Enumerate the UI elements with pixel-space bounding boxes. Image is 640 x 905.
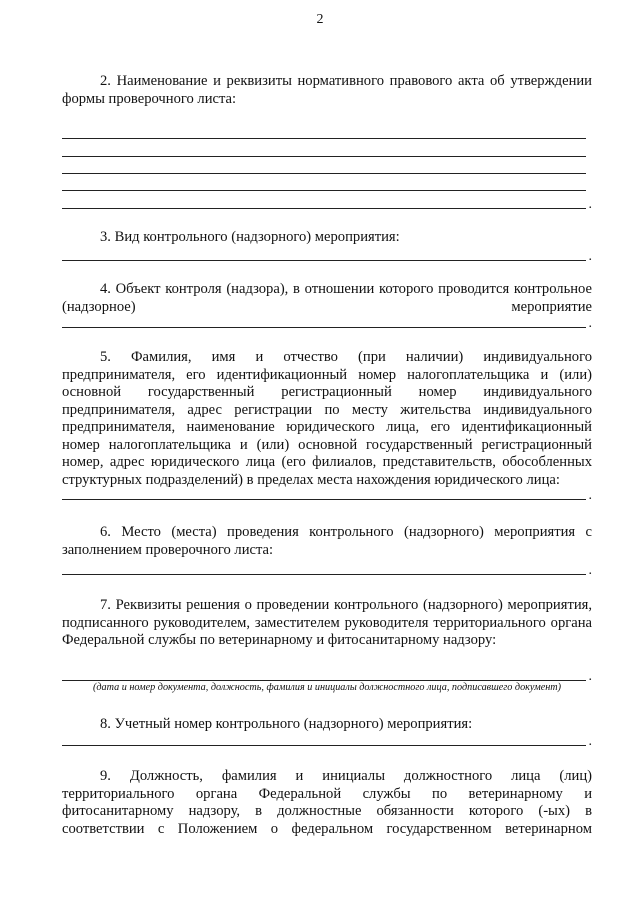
section-6-text: 6. Место (места) проведения контрольного (надзорного) мероприятия с заполнением проверочного листа: (62, 524, 592, 558)
line-end-mark: . (588, 488, 592, 503)
fill-line (62, 488, 592, 503)
fill-line (62, 138, 586, 139)
section-4-text: 4. Объект контроля (надзора), в отношении которого проводится контрольное (надзорное) мероприятие (62, 281, 592, 315)
line-end-mark: . (588, 316, 592, 331)
fill-line (62, 173, 586, 174)
line-end-mark: . (588, 734, 592, 749)
fill-line (62, 156, 586, 157)
fill-line (62, 563, 592, 578)
fill-line (62, 190, 586, 191)
line-end-mark: . (588, 249, 592, 264)
line-end-mark: . (588, 669, 592, 684)
section-8-text: 8. Учетный номер контрольного (надзорного) мероприятия: (100, 716, 473, 732)
fill-line (62, 734, 592, 749)
fill-line (62, 669, 592, 684)
section-5-text: 5. Фамилия, имя и отчество (при наличии) индивидуального предпринимателя, его идентификационный номер налогоплательщика и (или) основной государственный регистрационный номер индивидуального предпринимателя, адрес регистрации по месту жительства индивидуального предпринимателя, наименование юридического лица, его идентификационный номер налогоплательщика и (или) основной государственный регистрационный номер, адрес юридического лица (его филиалов, представительств, обособленных структурных подразделений) в пределах места нахождения юридического лица: (62, 349, 592, 488)
fill-line (62, 316, 592, 331)
fill-line (62, 197, 592, 212)
section-3-text: 3. Вид контрольного (надзорного) мероприятия: (100, 229, 400, 245)
page-number: 2 (316, 12, 324, 27)
fill-line (62, 249, 592, 264)
signer-caption: (дата и номер документа, должность, фамилия и инициалы должностного лица, подписавшего документ) (92, 682, 562, 693)
line-end-mark: . (588, 563, 592, 578)
line-end-mark: . (588, 197, 592, 212)
section-7-text: 7. Реквизиты решения о проведении контрольного (надзорного) мероприятия, подписанного руководителем, заместителем руководителя территориального органа Федеральной службы по ветеринарному и фитосанитарному надзору: (62, 597, 592, 648)
section-9-text: 9. Должность, фамилия и инициалы должностного лица (лиц) территориального органа Федеральной службы по ветеринарному и фитосанитарному надзору, в должностные обязанности которого (-ых) в соответствии с Положением о федеральном государственном ветеринарном (62, 768, 592, 837)
section-2-text: 2. Наименование и реквизиты нормативного правового акта об утверждении формы проверочного листа: (62, 73, 592, 107)
